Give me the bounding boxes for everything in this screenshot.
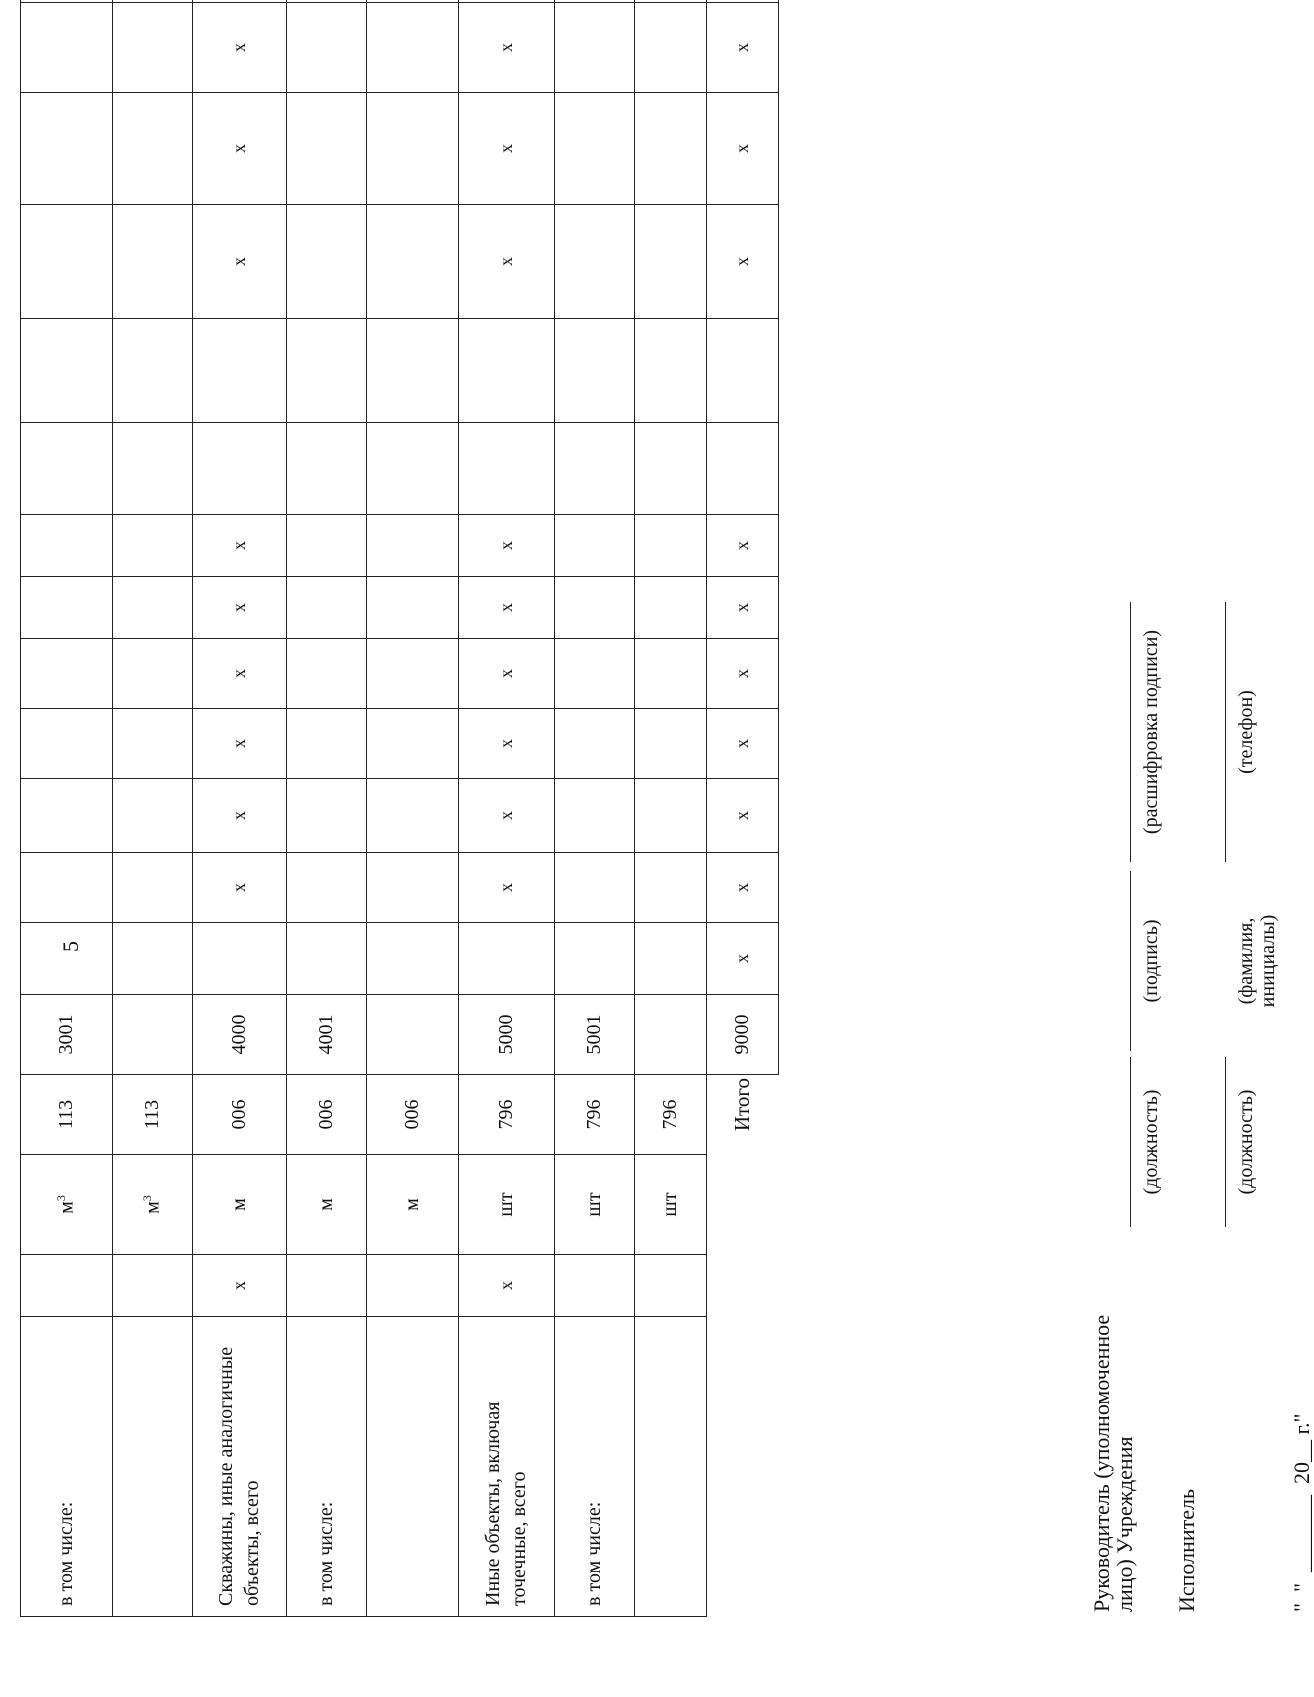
unit-text: м [315, 1198, 337, 1211]
value-cell [635, 709, 707, 779]
value-cell [113, 319, 193, 423]
value-cell [287, 853, 367, 923]
unit-cell [287, 1155, 367, 1255]
value-cell [21, 923, 113, 995]
table-row [193, 0, 287, 1617]
head-position-caption: (должность) [1140, 1089, 1162, 1195]
date-line: " " _______ 20__ г." [1289, 1413, 1314, 1612]
executor-phone-line [1225, 602, 1226, 862]
value-cell [287, 319, 367, 423]
unit-text: шт [495, 1192, 517, 1217]
row-name-cell: в том числе: [21, 1317, 113, 1617]
value-cell [459, 319, 555, 423]
page-number: 5 [58, 941, 83, 952]
okei-code-cell: 006 [367, 1075, 459, 1155]
value-cell [287, 709, 367, 779]
value-cell [21, 515, 113, 577]
value-cell [555, 923, 635, 995]
value-cell [287, 205, 367, 319]
total-value-cell [707, 319, 779, 423]
value-cell [459, 423, 555, 515]
total-code-cell: 9000 [707, 995, 779, 1075]
line-code-cell [113, 995, 193, 1075]
row-name-cell [635, 1317, 707, 1617]
value-cell [367, 205, 459, 319]
row-marker-cell [287, 1255, 367, 1317]
line-code-cell [367, 995, 459, 1075]
row-marker-cell: х [193, 1255, 287, 1317]
head-signature-line [1130, 871, 1131, 1051]
executor-phone-caption: (телефон) [1235, 690, 1257, 774]
row-marker-cell [555, 1255, 635, 1317]
total-value-cell: х [707, 639, 779, 709]
okei-code-cell: 796 [459, 1075, 555, 1155]
executor-label: Исполнитель [1174, 1488, 1199, 1612]
total-value-cell: х [707, 853, 779, 923]
value-cell: х [193, 515, 287, 577]
head-signature-caption: (подпись) [1140, 919, 1162, 1003]
value-cell [21, 319, 113, 423]
total-label: Итого [730, 1078, 755, 1132]
value-cell [21, 853, 113, 923]
value-cell [555, 423, 635, 515]
value-cell [193, 319, 287, 423]
unit-cell [459, 1155, 555, 1255]
okei-code-cell: 113 [113, 1075, 193, 1155]
value-cell [113, 639, 193, 709]
value-cell [555, 319, 635, 423]
value-cell [367, 923, 459, 995]
total-value-cell: х [707, 779, 779, 853]
value-cell [555, 577, 635, 639]
value-cell: х [459, 853, 555, 923]
value-cell [555, 853, 635, 923]
unit-text: шт [583, 1192, 605, 1217]
row-marker-cell [21, 1255, 113, 1317]
line-code-cell: 3001 [21, 995, 113, 1075]
value-cell [635, 779, 707, 853]
value-cell [555, 205, 635, 319]
table-row [555, 0, 635, 1617]
value-cell [287, 3, 367, 93]
value-cell [635, 923, 707, 995]
line-code-cell: 4000 [193, 995, 287, 1075]
total-value-cell: х [707, 93, 779, 205]
value-cell [635, 577, 707, 639]
value-cell [367, 577, 459, 639]
unit-text: м [141, 1201, 164, 1214]
unit-cell [21, 1155, 113, 1255]
value-cell [635, 639, 707, 709]
table-row [459, 0, 555, 1617]
value-cell [635, 853, 707, 923]
value-cell [21, 93, 113, 205]
table-row [287, 0, 367, 1617]
row-name-cell: в том числе: [555, 1317, 635, 1617]
value-cell [287, 93, 367, 205]
value-cell: х [193, 639, 287, 709]
value-cell [287, 423, 367, 515]
total-value-cell: х [707, 205, 779, 319]
value-cell: х [193, 709, 287, 779]
value-cell [113, 577, 193, 639]
okei-code-cell: 796 [635, 1075, 707, 1155]
value-cell: х [193, 577, 287, 639]
value-cell [555, 515, 635, 577]
value-cell: х [459, 93, 555, 205]
total-value-cell: х [707, 577, 779, 639]
value-cell [635, 423, 707, 515]
table-row [113, 0, 193, 1617]
table-row [21, 0, 113, 1617]
value-cell [287, 779, 367, 853]
value-cell [635, 0, 707, 3]
value-cell [367, 319, 459, 423]
value-cell [367, 0, 459, 3]
row-marker-cell: х [459, 1255, 555, 1317]
value-cell [555, 3, 635, 93]
value-cell [193, 423, 287, 515]
unit-cell [367, 1155, 459, 1255]
head-label: Руководитель (уполномоченное лицо) Учреждения [1089, 1314, 1138, 1612]
row-name-cell: Скважины, иные аналогичные объекты, всего [193, 1317, 287, 1617]
table-row [635, 0, 707, 1617]
value-cell: х [459, 779, 555, 853]
total-value-cell: х [707, 923, 779, 995]
value-cell [555, 709, 635, 779]
value-cell [367, 709, 459, 779]
value-cell [367, 93, 459, 205]
value-cell [555, 639, 635, 709]
value-cell [21, 709, 113, 779]
row-marker-cell [635, 1255, 707, 1317]
value-cell [367, 779, 459, 853]
unit-cell [113, 1155, 193, 1255]
table-row [367, 0, 459, 1617]
value-cell: х [459, 515, 555, 577]
executor-name-caption: (фамилия, инициалы) [1235, 914, 1279, 1008]
value-cell [555, 93, 635, 205]
value-cell [555, 0, 635, 3]
value-cell [21, 639, 113, 709]
row-name-cell [367, 1317, 459, 1617]
value-cell [21, 577, 113, 639]
executor-position-caption: (должность) [1235, 1089, 1257, 1195]
value-cell [21, 423, 113, 515]
value-cell [635, 515, 707, 577]
executor-position-line [1225, 1057, 1226, 1227]
value-cell: х [459, 205, 555, 319]
total-value-cell [707, 423, 779, 515]
value-cell [555, 779, 635, 853]
value-cell [459, 0, 555, 3]
value-cell: х [459, 577, 555, 639]
total-value-cell [707, 0, 779, 3]
value-cell [21, 205, 113, 319]
okei-code-cell: 006 [193, 1075, 287, 1155]
row-marker-cell [113, 1255, 193, 1317]
head-decoding-caption: (расшифровка подписи) [1140, 629, 1162, 835]
value-cell [113, 709, 193, 779]
unit-text: м [228, 1198, 250, 1211]
value-cell [113, 93, 193, 205]
value-cell [113, 0, 193, 3]
value-cell [287, 923, 367, 995]
head-position-line [1130, 1057, 1131, 1227]
value-cell: х [193, 853, 287, 923]
value-cell [21, 779, 113, 853]
value-cell: х [193, 779, 287, 853]
value-cell: х [459, 639, 555, 709]
unit-text: м [55, 1201, 78, 1214]
okei-code-cell: 006 [287, 1075, 367, 1155]
total-value-cell: х [707, 515, 779, 577]
value-cell: х [193, 3, 287, 93]
unit-cell [635, 1155, 707, 1255]
row-name-cell [113, 1317, 193, 1617]
unit-text: м [401, 1198, 423, 1211]
value-cell [113, 3, 193, 93]
value-cell [287, 0, 367, 3]
value-cell [113, 205, 193, 319]
unit-text: шт [659, 1192, 681, 1217]
unit-superscript: 3 [54, 1195, 69, 1202]
row-name-cell: в том числе: [287, 1317, 367, 1617]
value-cell [113, 423, 193, 515]
value-cell [367, 515, 459, 577]
total-blank-cell [707, 1155, 779, 1617]
value-cell [287, 515, 367, 577]
value-cell [287, 577, 367, 639]
unit-superscript: 3 [140, 1195, 155, 1202]
value-cell [113, 779, 193, 853]
row-marker-cell [367, 1255, 459, 1317]
line-code-cell: 5000 [459, 995, 555, 1075]
value-cell [459, 923, 555, 995]
total-value-cell: х [707, 3, 779, 93]
value-cell [635, 3, 707, 93]
total-row [707, 0, 779, 1617]
line-code-cell: 4001 [287, 995, 367, 1075]
unit-cell [193, 1155, 287, 1255]
line-code-cell: 5001 [555, 995, 635, 1075]
value-cell [635, 93, 707, 205]
value-cell [367, 3, 459, 93]
value-cell [113, 515, 193, 577]
value-cell [287, 639, 367, 709]
value-cell [113, 923, 193, 995]
total-value-cell: х [707, 709, 779, 779]
line-code-cell [635, 995, 707, 1075]
unit-cell [555, 1155, 635, 1255]
value-cell [21, 3, 113, 93]
value-cell [367, 853, 459, 923]
value-cell [193, 923, 287, 995]
value-cell [21, 0, 113, 3]
value-cell [367, 423, 459, 515]
value-cell: х [193, 205, 287, 319]
row-name-cell: Иные объекты, включая точечные, всего [459, 1317, 555, 1617]
value-cell [367, 639, 459, 709]
value-cell [113, 853, 193, 923]
okei-code-cell: 113 [21, 1075, 113, 1155]
okei-code-cell: 796 [555, 1075, 635, 1155]
value-cell [193, 0, 287, 3]
head-decoding-line [1130, 602, 1131, 862]
value-cell: х [459, 3, 555, 93]
value-cell: х [459, 709, 555, 779]
report-table [20, 0, 779, 1617]
value-cell [635, 319, 707, 423]
value-cell [635, 205, 707, 319]
value-cell: х [193, 93, 287, 205]
